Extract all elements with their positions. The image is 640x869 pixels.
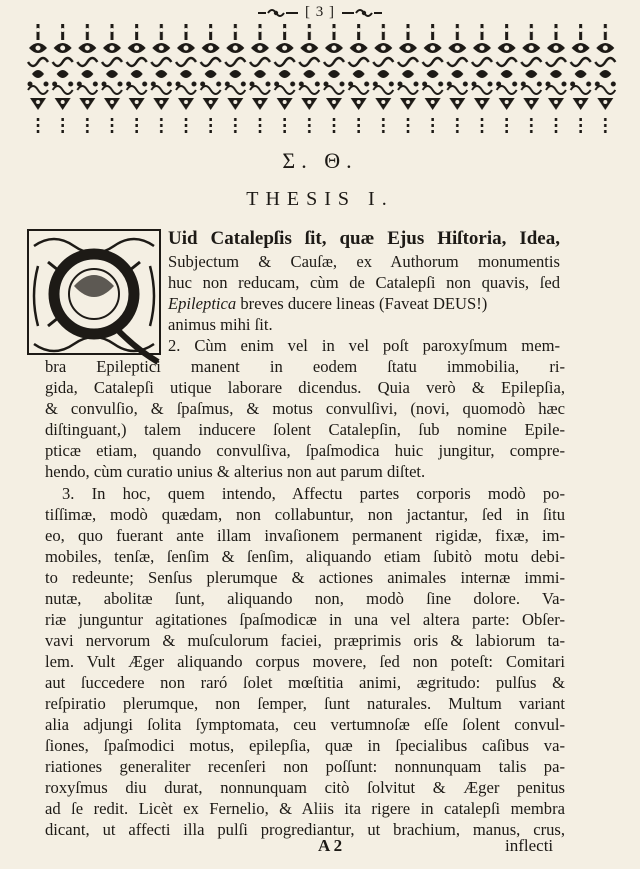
text-line: aut ſuccedere non raró ſolet mœſtitia animi, ægritudo: pulſus & bbox=[45, 673, 565, 692]
text-line-rest: breves ducere lineas (Faveat DEUS!) bbox=[240, 294, 488, 313]
decorative-headpiece-icon bbox=[26, 22, 618, 138]
text-line: dicant, ut affecti illa pulſi progrediantur, ut brachium, manus, crus, bbox=[45, 820, 565, 839]
text-line: & convulſio, & ſpaſmus, & motus convulſivi, (novi, quomodò hæc bbox=[45, 399, 565, 418]
text-line: roxyſmus diu durat, nonnunquam citò ſolvitut & Æger penitus bbox=[45, 778, 565, 797]
section-title: Σ. Θ. bbox=[282, 148, 358, 173]
text-line: Uid Catalepſis ſit, quæ Ejus Hiſtoria, Idea, bbox=[168, 228, 560, 249]
page-number: [ 3 ] bbox=[305, 4, 335, 20]
text-line: animus mihi ſit. bbox=[168, 315, 273, 334]
signature-mark: A 2 bbox=[318, 836, 343, 855]
ornamental-initial-q-icon bbox=[24, 226, 164, 374]
italic-word: Epileptica bbox=[168, 294, 237, 313]
text-line: ſiones, ſpaſmodici motus, epilepſia, quæ in ſpecialibus caſibus va- bbox=[45, 736, 565, 755]
text-line bbox=[168, 293, 560, 314]
text-line: 2. Cùm enim vel in vel poſt paroxyſmum mem- bbox=[168, 336, 560, 355]
text-line: vavi nervorum & muſculorum faciei, præprimis oris & labiorum ta- bbox=[45, 631, 565, 650]
text-line: pticæ etiam, quando convulſiva, ſpaſmodica huic jungitur, compre- bbox=[45, 441, 565, 460]
thesis-title: THESIS I. bbox=[246, 188, 394, 210]
text-line: ad ſe redit. Licèt ex Fernelio, & Aliis ita rigere in catalepſi membra bbox=[45, 799, 565, 818]
header-ornament-right-icon bbox=[340, 7, 384, 19]
text-line: reſpiratio plerumque, non ſemper, ſunt naturales. Multum variant bbox=[45, 694, 565, 713]
catchword: inflecti bbox=[505, 836, 554, 855]
text-line: bra Epileptici manent in eodem ſtatu immobilia, ri- bbox=[45, 357, 565, 376]
text-line: Subjectum & Cauſæ, ex Authorum monumentis bbox=[168, 252, 560, 271]
text-line: tiſſimæ, modò quædam, non collabuntur, non jactantur, ſed in ſitu bbox=[45, 505, 565, 524]
text-line: gida, Catalepſi utique laborare dicendus. Quia verò & Epilepſia, bbox=[45, 378, 565, 397]
text-line: riationes generaliter recenſeri non poſſunt: nonnunquam talis pa- bbox=[45, 757, 565, 776]
text-line: lem. Vult Æger aliquando corpus movere, ſed non poteſt: Comitari bbox=[45, 652, 565, 671]
text-line: to redeunte; Senſus plerumque & actiones animales internæ immi- bbox=[45, 568, 565, 587]
text-line: hendo, cùm curatio unius & alterius non aut parum diſtet. bbox=[45, 462, 426, 481]
text-line: 3. In hoc, quem intendo, Affectu partes corporis modò po- bbox=[62, 484, 565, 503]
text-line: riæ junguntur agitationes ſpaſmodicæ in una vel altera parte: Obſer- bbox=[45, 610, 565, 629]
text-line: diſtinguant,) talem inducere ſolent Catalepſin, ſub nomine Epile- bbox=[45, 420, 565, 439]
page-header bbox=[0, 4, 640, 21]
header-ornament-left-icon bbox=[256, 7, 300, 19]
text-line: nutæ, abolitæ ſunt, aliquando non, modò ſine dolore. Va- bbox=[45, 589, 565, 608]
text-line: eo, quo fuerant ante illam invaſionem permanent rigidæ, fixæ, im- bbox=[45, 526, 565, 545]
text-line: huc non reducam, cùm de Catalepſi non quavis, ſed bbox=[168, 273, 560, 292]
text-line: mobiles, tenſæ, ſenſim & ſenſim, aliquando etiam ſubitò motu debi- bbox=[45, 547, 565, 566]
text-line: alia adjungi ſolita ſymptomata, ceu vertumnoſæ eſſe ſolent convul- bbox=[45, 715, 565, 734]
